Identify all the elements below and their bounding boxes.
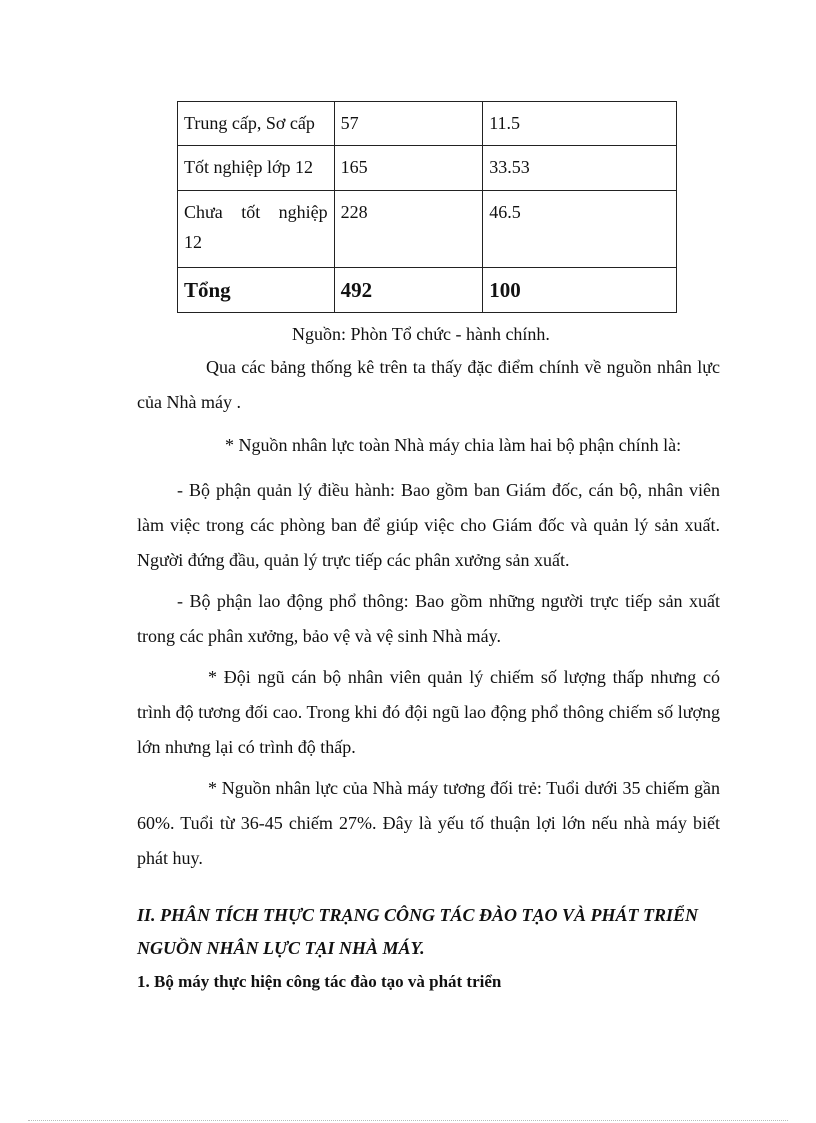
total-percent: 100 (483, 268, 677, 313)
row-count: 228 (334, 191, 483, 268)
table-total-row (178, 268, 677, 313)
education-table (177, 101, 677, 313)
paragraph-management-group: - Bộ phận quản lý điều hành: Bao gồm ban Giám đốc, cán bộ, nhân viên làm việc trong các phòng ban để giúp việc cho Giám đốc và quản lý sản xuất. Người đứng đầu, quản lý trực tiếp các phân xưởng sản xuất. (137, 480, 720, 570)
page-footer-divider (28, 1120, 788, 1121)
row-label: Trung cấp, Sơ cấp (178, 102, 335, 146)
paragraph-staff-quality: * Đội ngũ cán bộ nhân viên quản lý chiếm số lượng thấp nhưng có trình độ tương đối cao. Trong khi đó đội ngũ lao động phổ thông chiếm số lượng lớn nhưng lại có trình độ thấp. (137, 667, 720, 757)
total-count: 492 (334, 268, 483, 313)
row-label (178, 191, 335, 268)
row-label-line1: Chưa tốt nghiệp (184, 202, 328, 222)
table-row (178, 102, 677, 146)
row-percent: 46.5 (483, 191, 677, 268)
row-label: Tốt nghiệp lớp 12 (178, 146, 335, 191)
section-heading: II. PHÂN TÍCH THỰC TRẠNG CÔNG TÁC ĐÀO TẠO VÀ PHÁT TRIỂN NGUỒN NHÂN LỰC TẠI NHÀ MÁY. (137, 905, 699, 958)
total-label: Tổng (178, 268, 335, 313)
paragraph-labor-group: - Bộ phận lao động phổ thông: Bao gồm những người trực tiếp sản xuất trong các phân xưởng, bảo vệ và vệ sinh Nhà máy. (137, 591, 720, 646)
table-row (178, 146, 677, 191)
row-count: 165 (334, 146, 483, 191)
row-label-line2: 12 (184, 232, 202, 252)
row-count: 57 (334, 102, 483, 146)
row-percent: 11.5 (483, 102, 677, 146)
row-percent: 33.53 (483, 146, 677, 191)
paragraph-summary: Qua các bảng thống kê trên ta thấy đặc điểm chính về nguồn nhân lực của Nhà máy . (137, 357, 720, 412)
table-row (178, 191, 677, 268)
table-source-note: Nguồn: Phòn Tổ chức - hành chính. (292, 324, 550, 344)
subsection-heading: 1. Bộ máy thực hiện công tác đào tạo và phát triển (137, 972, 502, 991)
paragraph-two-groups: * Nguồn nhân lực toàn Nhà máy chia làm hai bộ phận chính là: (225, 435, 682, 455)
paragraph-age-structure: * Nguồn nhân lực của Nhà máy tương đối trẻ: Tuổi dưới 35 chiếm gần 60%. Tuổi từ 36-45 chiếm 27%. Đây là yếu tố thuận lợi lớn nếu nhà máy biết phát huy. (137, 778, 720, 868)
